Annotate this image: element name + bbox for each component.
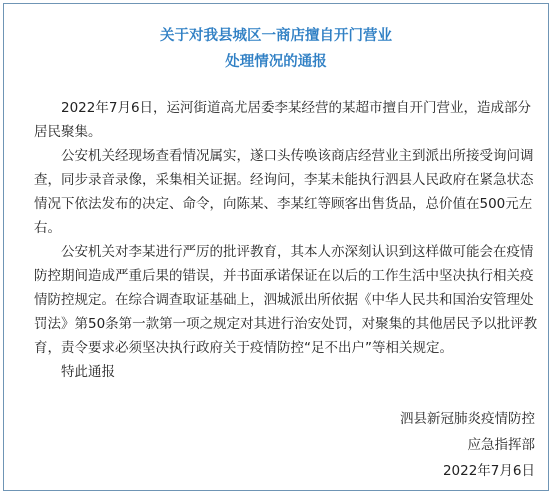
signature-org-line2: 应急指挥部: [467, 437, 535, 453]
notice-title: 关于对我县城区一商店擅自开门营业: [160, 28, 392, 44]
paragraph-penalty: 公安机关对李某进行严厉的批评教育，其本人亦深刻认识到这样做可能会在疫情防控期间造成严重后果的错误，并书面承诺保证在以后的工作生活中坚决执行相关疫情防控规定。在综合调查取证基础上，泗城派出所依据《中华人民共和国治安管理处罚法》第50条第一款第一项之规定对其进行治安处罚，对聚集的其他居民予以批评教育，责令要求必须坚决执行政府关于疫情防控“足不出户”等相关规定。: [34, 244, 538, 356]
signature-date: 2022年7月6日: [442, 463, 535, 479]
notice-frame: [3, 3, 549, 491]
notice-subtitle: 处理情况的通报: [225, 54, 327, 70]
paragraph-closing: 特此通报: [61, 364, 115, 380]
signature-org-line1: 泗县新冠肺炎疫情防控: [400, 411, 535, 427]
paragraph-incident: 2022年7月6日，运河街道高尤居委李某经营的某超市擅自开门营业，造成部分居民聚集。: [34, 100, 532, 140]
notice-body: [34, 96, 542, 384]
paragraph-investigation: 公安机关经现场查看情况属实，遂口头传唤该商店经营业主到派出所接受询问调查，同步录音录像，采集相关证据。经询问，李某未能执行泗县人民政府在紧急状态情况下依法发布的决定、命令，向陈某、李某红等顾客出售货品，总价值在500元左右。: [34, 148, 534, 236]
